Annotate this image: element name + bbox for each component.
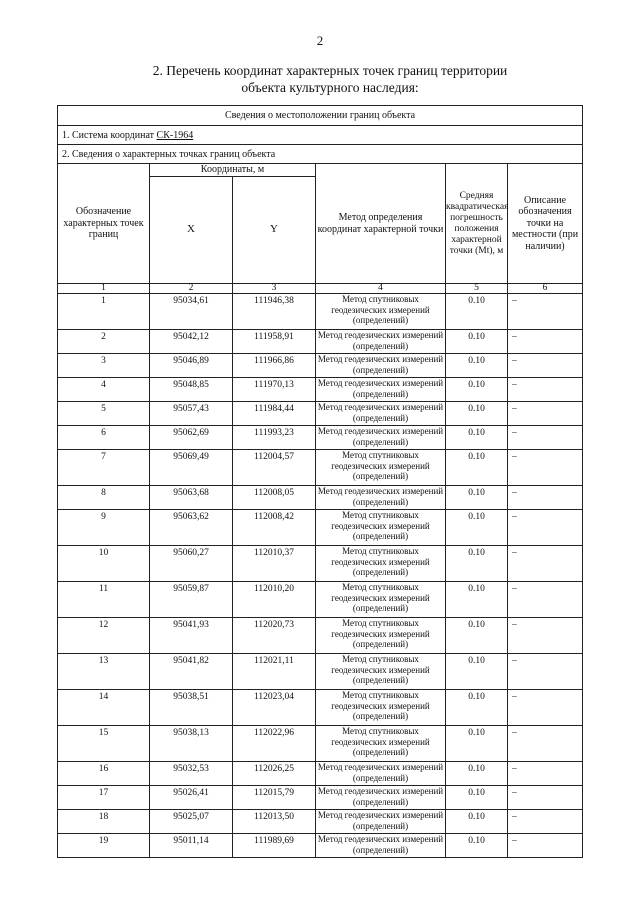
table-row xyxy=(58,810,583,834)
point-number-cell: 19 xyxy=(58,834,150,858)
description-cell: – xyxy=(508,690,583,726)
description-cell: – xyxy=(508,450,583,486)
x-coordinate-cell: 95048,85 xyxy=(150,378,233,402)
accuracy-cell: 0.10 xyxy=(446,762,508,786)
header-y: Y xyxy=(233,177,316,284)
x-coordinate-cell: 95011,14 xyxy=(150,834,233,858)
method-cell: Метод спутниковых геодезических измерений (определений) xyxy=(316,654,446,690)
accuracy-cell: 0.10 xyxy=(446,546,508,582)
x-coordinate-cell: 95038,51 xyxy=(150,690,233,726)
y-coordinate-cell: 111970,13 xyxy=(233,378,316,402)
accuracy-cell: 0.10 xyxy=(446,654,508,690)
table-row xyxy=(58,654,583,690)
accuracy-cell: 0.10 xyxy=(446,354,508,378)
description-cell: – xyxy=(508,762,583,786)
point-number-cell: 3 xyxy=(58,354,150,378)
accuracy-cell: 0.10 xyxy=(446,618,508,654)
method-cell: Метод спутниковых геодезических измерений (определений) xyxy=(316,726,446,762)
y-coordinate-cell: 112026,25 xyxy=(233,762,316,786)
method-cell: Метод спутниковых геодезических измерений (определений) xyxy=(316,618,446,654)
point-number-cell: 2 xyxy=(58,330,150,354)
accuracy-cell: 0.10 xyxy=(446,810,508,834)
y-coordinate-cell: 112010,20 xyxy=(233,582,316,618)
table-row xyxy=(58,582,583,618)
method-cell: Метод геодезических измерений (определений) xyxy=(316,330,446,354)
x-coordinate-cell: 95025,07 xyxy=(150,810,233,834)
method-cell: Метод спутниковых геодезических измерений (определений) xyxy=(316,690,446,726)
description-cell: – xyxy=(508,402,583,426)
table-row xyxy=(58,510,583,546)
y-coordinate-cell: 112015,79 xyxy=(233,786,316,810)
y-coordinate-cell: 111958,91 xyxy=(233,330,316,354)
y-coordinate-cell: 111966,86 xyxy=(233,354,316,378)
accuracy-cell: 0.10 xyxy=(446,726,508,762)
accuracy-cell: 0.10 xyxy=(446,690,508,726)
table-row xyxy=(58,726,583,762)
x-coordinate-cell: 95034,61 xyxy=(150,294,233,330)
y-coordinate-cell: 112020,73 xyxy=(233,618,316,654)
method-cell: Метод геодезических измерений (определений) xyxy=(316,354,446,378)
y-coordinate-cell: 112022,96 xyxy=(233,726,316,762)
point-number-cell: 11 xyxy=(58,582,150,618)
table-row xyxy=(58,690,583,726)
title-line-1: 2. Перечень координат характерных точек границ территории xyxy=(152,63,508,78)
x-coordinate-cell: 95041,93 xyxy=(150,618,233,654)
point-number-cell: 4 xyxy=(58,378,150,402)
table-row xyxy=(58,402,583,426)
description-cell: – xyxy=(508,726,583,762)
coordinate-system-value: СК-1964 xyxy=(156,129,194,141)
table-row xyxy=(58,834,583,858)
point-number-cell: 6 xyxy=(58,426,150,450)
column-number: 1 xyxy=(58,284,150,294)
point-number-cell: 1 xyxy=(58,294,150,330)
x-coordinate-cell: 95063,68 xyxy=(150,486,233,510)
table-row xyxy=(58,762,583,786)
point-number-cell: 13 xyxy=(58,654,150,690)
table-row xyxy=(58,618,583,654)
header-description: Описание обозначения точки на местности (при наличии) xyxy=(508,164,583,284)
method-cell: Метод спутниковых геодезических измерений (определений) xyxy=(316,294,446,330)
point-number-cell: 12 xyxy=(58,618,150,654)
x-coordinate-cell: 95041,82 xyxy=(150,654,233,690)
method-cell: Метод спутниковых геодезических измерений (определений) xyxy=(316,450,446,486)
table-row xyxy=(58,786,583,810)
y-coordinate-cell: 112013,50 xyxy=(233,810,316,834)
x-coordinate-cell: 95046,89 xyxy=(150,354,233,378)
description-cell: – xyxy=(508,654,583,690)
description-cell: – xyxy=(508,618,583,654)
table-row xyxy=(58,378,583,402)
method-cell: Метод спутниковых геодезических измерений (определений) xyxy=(316,582,446,618)
accuracy-cell: 0.10 xyxy=(446,294,508,330)
description-cell: – xyxy=(508,582,583,618)
description-cell: – xyxy=(508,834,583,858)
y-coordinate-cell: 112004,57 xyxy=(233,450,316,486)
x-coordinate-cell: 95057,43 xyxy=(150,402,233,426)
page-number: 2 xyxy=(316,33,324,48)
description-cell: – xyxy=(508,546,583,582)
y-coordinate-cell: 111946,38 xyxy=(233,294,316,330)
accuracy-cell: 0.10 xyxy=(446,378,508,402)
coordinate-system-line xyxy=(58,126,583,145)
header-x: X xyxy=(150,177,233,284)
accuracy-cell: 0.10 xyxy=(446,330,508,354)
method-cell: Метод геодезических измерений (определений) xyxy=(316,834,446,858)
accuracy-cell: 0.10 xyxy=(446,582,508,618)
accuracy-cell: 0.10 xyxy=(446,510,508,546)
point-number-cell: 18 xyxy=(58,810,150,834)
section-title: Сведения о местоположении границ объекта xyxy=(58,106,583,126)
method-cell: Метод геодезических измерений (определений) xyxy=(316,378,446,402)
point-number-cell: 15 xyxy=(58,726,150,762)
x-coordinate-cell: 95038,13 xyxy=(150,726,233,762)
y-coordinate-cell: 112008,42 xyxy=(233,510,316,546)
x-coordinate-cell: 95059,87 xyxy=(150,582,233,618)
title-line-2: объекта культурного наследия: xyxy=(241,80,419,95)
description-cell: – xyxy=(508,786,583,810)
description-cell: – xyxy=(508,510,583,546)
method-cell: Метод геодезических измерений (определений) xyxy=(316,402,446,426)
y-coordinate-cell: 112008,05 xyxy=(233,486,316,510)
x-coordinate-cell: 95042,12 xyxy=(150,330,233,354)
table-row xyxy=(58,546,583,582)
method-cell: Метод геодезических измерений (определений) xyxy=(316,486,446,510)
coordinates-table xyxy=(57,105,583,858)
point-number-cell: 7 xyxy=(58,450,150,486)
x-coordinate-cell: 95060,27 xyxy=(150,546,233,582)
column-number: 2 xyxy=(150,284,233,294)
point-number-cell: 5 xyxy=(58,402,150,426)
table-row xyxy=(58,330,583,354)
table-row xyxy=(58,486,583,510)
description-cell: – xyxy=(508,486,583,510)
accuracy-cell: 0.10 xyxy=(446,450,508,486)
y-coordinate-cell: 111989,69 xyxy=(233,834,316,858)
header-coords: Координаты, м xyxy=(150,164,316,177)
point-number-cell: 8 xyxy=(58,486,150,510)
point-number-cell: 10 xyxy=(58,546,150,582)
table-row xyxy=(58,294,583,330)
table-row xyxy=(58,450,583,486)
description-cell: – xyxy=(508,354,583,378)
accuracy-cell: 0.10 xyxy=(446,786,508,810)
method-cell: Метод геодезических измерений (определений) xyxy=(316,810,446,834)
accuracy-cell: 0.10 xyxy=(446,486,508,510)
column-number: 6 xyxy=(508,284,583,294)
y-coordinate-cell: 112010,37 xyxy=(233,546,316,582)
y-coordinate-cell: 112023,04 xyxy=(233,690,316,726)
points-info-label: 2. Сведения о характерных точках границ объекта xyxy=(58,145,583,164)
x-coordinate-cell: 95063,62 xyxy=(150,510,233,546)
point-number-cell: 9 xyxy=(58,510,150,546)
coordinate-system-label: 1. Система координат xyxy=(62,129,155,141)
accuracy-cell: 0.10 xyxy=(446,426,508,450)
method-cell: Метод спутниковых геодезических измерений (определений) xyxy=(316,510,446,546)
column-number: 5 xyxy=(446,284,508,294)
header-method: Метод определения координат характерной точки xyxy=(316,164,446,284)
description-cell: – xyxy=(508,810,583,834)
point-number-cell: 17 xyxy=(58,786,150,810)
method-cell: Метод геодезических измерений (определений) xyxy=(316,786,446,810)
header-accuracy: Средняя квадратическая погрешность положения характерной точки (Мt), м xyxy=(446,164,508,284)
description-cell: – xyxy=(508,426,583,450)
x-coordinate-cell: 95062,69 xyxy=(150,426,233,450)
point-number-cell: 14 xyxy=(58,690,150,726)
point-number-cell: 16 xyxy=(58,762,150,786)
header-point: Обозначение характерных точек границ xyxy=(58,164,150,284)
method-cell: Метод геодезических измерений (определений) xyxy=(316,762,446,786)
description-cell: – xyxy=(508,330,583,354)
method-cell: Метод спутниковых геодезических измерений (определений) xyxy=(316,546,446,582)
y-coordinate-cell: 112021,11 xyxy=(233,654,316,690)
column-numbers-row xyxy=(58,284,583,294)
description-cell: – xyxy=(508,378,583,402)
x-coordinate-cell: 95026,41 xyxy=(150,786,233,810)
accuracy-cell: 0.10 xyxy=(446,834,508,858)
description-cell: – xyxy=(508,294,583,330)
table-row xyxy=(58,426,583,450)
column-number: 3 xyxy=(233,284,316,294)
accuracy-cell: 0.10 xyxy=(446,402,508,426)
y-coordinate-cell: 111993,23 xyxy=(233,426,316,450)
method-cell: Метод геодезических измерений (определений) xyxy=(316,426,446,450)
y-coordinate-cell: 111984,44 xyxy=(233,402,316,426)
table-row xyxy=(58,354,583,378)
column-number: 4 xyxy=(316,284,446,294)
x-coordinate-cell: 95032,53 xyxy=(150,762,233,786)
page-title xyxy=(60,62,600,96)
x-coordinate-cell: 95069,49 xyxy=(150,450,233,486)
